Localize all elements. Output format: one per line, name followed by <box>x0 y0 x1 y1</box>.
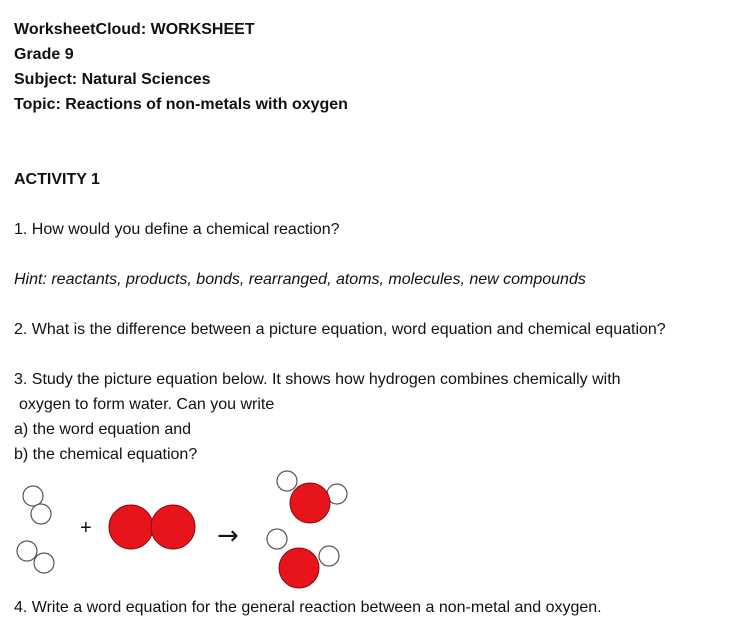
oxygen-atom <box>109 505 153 549</box>
hydrogen-atom <box>277 471 297 491</box>
oxygen-molecule <box>109 505 195 549</box>
oxygen-atom <box>290 483 330 523</box>
hydrogen-molecule <box>17 541 54 573</box>
picture-equation-diagram <box>0 470 380 600</box>
question-3-line-1: 3. Study the picture equation below. It shows how hydrogen combines chemically with <box>14 371 621 388</box>
water-molecule <box>267 529 339 588</box>
hydrogen-atom <box>319 546 339 566</box>
reaction-arrow: → <box>217 521 239 551</box>
hydrogen-atom <box>31 504 51 524</box>
hydrogen-atom <box>17 541 37 561</box>
grade-label: Grade 9 <box>14 46 74 63</box>
activity-heading: ACTIVITY 1 <box>14 171 100 188</box>
oxygen-atom <box>151 505 195 549</box>
question-1: 1. How would you define a chemical reaction? <box>14 221 340 238</box>
hydrogen-molecule <box>23 486 51 524</box>
question-2: 2. What is the difference between a picture equation, word equation and chemical equation? <box>14 321 666 338</box>
water-molecule <box>277 471 347 523</box>
topic-label: Topic: Reactions of non-metals with oxygen <box>14 96 348 113</box>
question-4: 4. Write a word equation for the general reaction between a non-metal and oxygen. <box>14 599 602 616</box>
hydrogen-atom <box>23 486 43 506</box>
plus-sign: + <box>80 517 92 539</box>
subject-label: Subject: Natural Sciences <box>14 71 211 88</box>
worksheet-title: WorksheetCloud: WORKSHEET <box>14 21 255 38</box>
hydrogen-atom <box>267 529 287 549</box>
hint-text: Hint: reactants, products, bonds, rearranged, atoms, molecules, new compounds <box>14 271 586 288</box>
question-3-part-b: b) the chemical equation? <box>14 446 198 463</box>
hydrogen-atom <box>34 553 54 573</box>
oxygen-atom <box>279 548 319 588</box>
question-3-line-2: oxygen to form water. Can you write <box>19 396 275 413</box>
question-3-part-a: a) the word equation and <box>14 421 192 438</box>
